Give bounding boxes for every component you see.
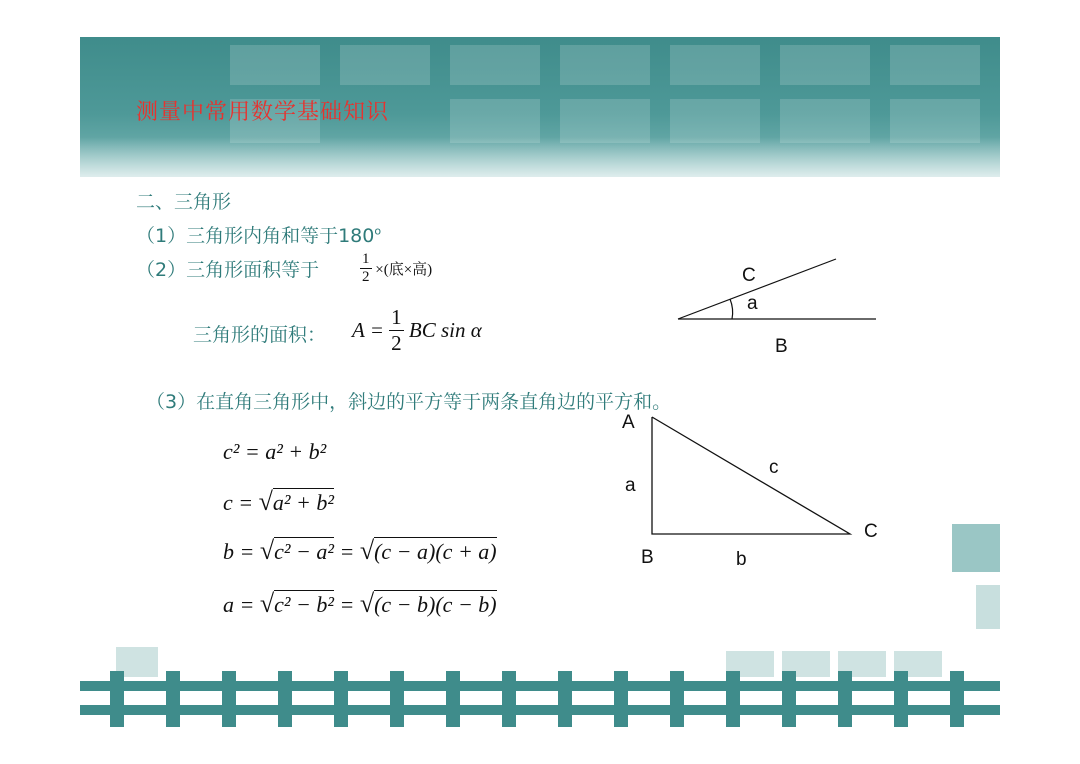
slide-title: 测量中常用数学基础知识 (136, 100, 390, 125)
formula-a-radicand-1: c² − b² (274, 592, 334, 617)
area-denominator: 2 (391, 331, 402, 355)
half-numerator: 1 (362, 251, 370, 267)
sqrt-icon: √ (359, 536, 375, 565)
area-label: 三角形的面积： (193, 324, 327, 346)
area-formula (352, 305, 482, 356)
angle-label-a: a (747, 293, 758, 314)
footer-post (838, 671, 852, 727)
header-tile (230, 45, 320, 85)
footer-post (390, 671, 404, 727)
footer-post (278, 671, 292, 727)
formula-b-equals: = (339, 539, 355, 564)
slide (80, 37, 1000, 727)
area-lhs: A = (352, 318, 384, 342)
footer-post (950, 671, 964, 727)
vertex-a: A (622, 412, 635, 433)
angle-diagram (670, 247, 890, 347)
angle-label-c: C (742, 265, 756, 286)
vertex-b: B (641, 547, 654, 568)
side-c: c (769, 457, 779, 478)
footer-rail-top (80, 681, 1000, 691)
sqrt-icon: √ (258, 487, 273, 516)
sqrt-icon: √ (259, 589, 275, 618)
footer-post (502, 671, 516, 727)
formula-c-lhs: c = (223, 490, 254, 515)
footer-post (614, 671, 628, 727)
side-tile (976, 585, 1000, 629)
footer-fence (80, 647, 1000, 727)
footer-post (166, 671, 180, 727)
footer-post (110, 671, 124, 727)
footer-post (446, 671, 460, 727)
item-3: （3）在直角三角形中，斜边的平方等于两条直角边的平方和。 (146, 391, 672, 413)
sqrt-icon: √ (359, 589, 375, 618)
footer-post (334, 671, 348, 727)
header-tile (560, 45, 650, 85)
vertex-c: C (864, 521, 878, 542)
sqrt-icon: √ (259, 536, 275, 565)
area-numerator: 1 (391, 305, 402, 329)
formula-c (223, 487, 334, 517)
header-tile (670, 45, 760, 85)
footer-post (726, 671, 740, 727)
side-b: b (736, 549, 747, 570)
header-tile (450, 45, 540, 85)
header-fade (80, 137, 1000, 177)
half-denominator: 2 (362, 269, 370, 285)
formula-a-radicand-2: (c − b)(c − b) (374, 592, 497, 617)
formula-c-radicand: a² + b² (272, 490, 334, 515)
footer-post (670, 671, 684, 727)
formula-b-radicand-1: c² − a² (274, 539, 334, 564)
right-triangle-diagram (640, 407, 860, 547)
formula-b-lhs: b = (223, 539, 255, 564)
footer-rail-bottom (80, 705, 1000, 715)
formula-b (223, 536, 497, 566)
formula-a-equals: = (339, 592, 355, 617)
footer-post (894, 671, 908, 727)
angle-label-b: B (775, 336, 788, 357)
header-tile (780, 45, 870, 85)
header-tile (340, 45, 430, 85)
header-tile (890, 45, 980, 85)
degree-mark: o (374, 224, 382, 238)
formula-b-radicand-2: (c − a)(c + a) (374, 539, 497, 564)
half-formula (360, 251, 432, 286)
item-1 (136, 221, 381, 248)
item-2 (136, 255, 319, 282)
area-rhs: BC sin α (408, 318, 482, 342)
angle-arc (730, 299, 733, 319)
footer-post (222, 671, 236, 727)
section-heading: 二、三角形 (136, 191, 232, 213)
item-1-text: （1）三角形内角和等于180 (136, 225, 375, 247)
footer-post (782, 671, 796, 727)
header-banner (80, 37, 1000, 177)
triangle-outline (652, 417, 850, 534)
side-a: a (625, 475, 636, 496)
base-height-text: ×(底×高) (375, 262, 433, 278)
side-tile (952, 524, 1000, 572)
formula-a-lhs: a = (223, 592, 255, 617)
formula-a (223, 589, 497, 619)
formula-pythagoras: c² = a² + b² (223, 439, 327, 464)
footer-post (558, 671, 572, 727)
item-2-text: （2）三角形面积等于 (136, 259, 320, 281)
